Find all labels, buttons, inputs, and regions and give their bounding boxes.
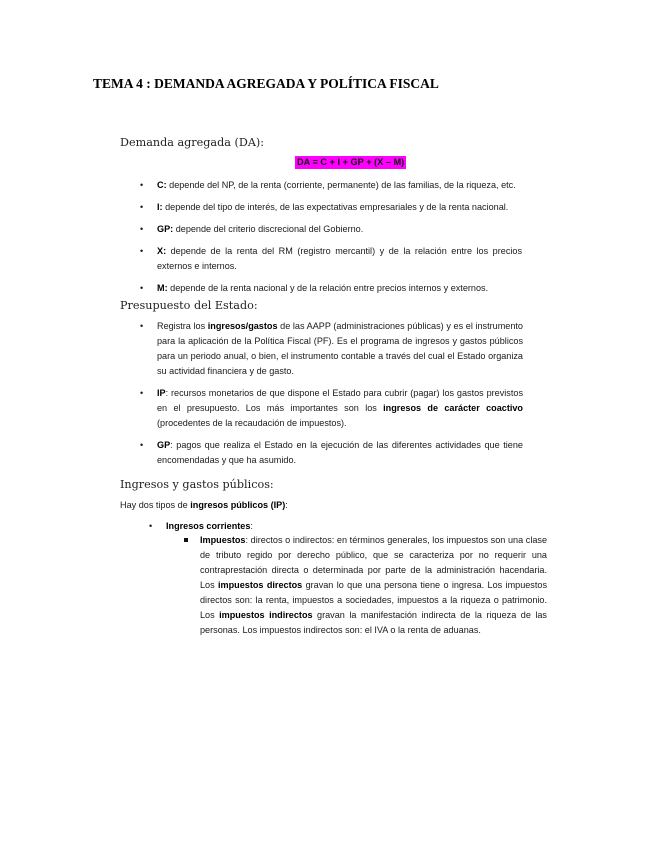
bold-text: IP	[157, 388, 166, 398]
bold-text: M:	[157, 283, 168, 293]
list-item	[140, 222, 522, 237]
list-item	[149, 519, 526, 534]
text: :	[250, 521, 253, 531]
text: Registra los	[157, 321, 208, 331]
text: : directos o indirectos: en términos generales, los impuestos son una clase de tributo regido por derecho público, que se caracteriza por no requerir una contraprestación directa o determinada por parte de la administración hacendaria. Los	[200, 535, 547, 590]
bold-text: Ingresos corrientes	[166, 521, 251, 531]
bullet-icon: •	[140, 202, 144, 212]
bold-text: impuestos indirectos	[219, 610, 313, 620]
text: depende del NP, de la renta (corriente, permanente) de las familias, de la riqueza, etc.	[166, 180, 516, 190]
budget-list	[140, 319, 523, 475]
text: :	[285, 500, 288, 510]
document-title: TEMA 4 : DEMANDA AGREGADA Y POLÍTICA FISCAL	[93, 76, 439, 91]
bold-text: ingresos públicos (IP)	[190, 500, 286, 510]
heading-ingresos-gastos: Ingresos y gastos públicos:	[120, 478, 274, 491]
list-item	[140, 438, 523, 468]
bullet-icon: •	[140, 440, 144, 450]
bold-text: impuestos directos	[218, 580, 303, 590]
bold-text: I:	[157, 202, 163, 212]
bullet-icon: •	[140, 388, 144, 398]
bold-text: GP:	[157, 224, 174, 234]
list-item	[140, 386, 523, 431]
heading-demanda-agregada: Demanda agregada (DA):	[120, 136, 265, 149]
bold-text: ingresos/gastos	[207, 321, 278, 331]
intro-paragraph	[120, 498, 288, 513]
list-item	[140, 244, 522, 274]
formula-highlight: DA = C + I + GP + (X – M)	[297, 157, 405, 167]
text: (procedentes de la recaudación de impuestos).	[157, 418, 347, 428]
bullet-icon: •	[149, 521, 153, 531]
text: gravan la manifestación indirecta de la riqueza de las personas. Los impuestos indirectos son: el IVA o la renta de aduanas.	[200, 610, 547, 635]
bold-text: Impuestos	[200, 535, 246, 545]
list-item	[140, 178, 522, 193]
text: : recursos monetarios de que dispone el Estado para cubrir (pagar) los gastos previstos en el presupuesto. Los más importantes son los	[157, 388, 523, 413]
text: depende de la renta nacional y de la relación entre precios internos y externos.	[167, 283, 489, 293]
bold-text: ingresos de carácter coactivo	[383, 403, 523, 413]
text: gravan lo que una persona tiene o ingresa. Los impuestos directos son: la renta, impuestos a sociedades, impuestos a la riqueza o patrimonio. Los	[200, 580, 547, 620]
text: : pagos que realiza el Estado en la ejecución de las diferentes actividades que tiene encomendadas y que ha asumido.	[157, 440, 523, 465]
text: depende del tipo de interés, de las expectativas empresariales y de la renta nacional.	[162, 202, 509, 212]
demand-components-list	[140, 178, 522, 303]
list-item	[140, 281, 522, 296]
bullet-icon: •	[140, 224, 144, 234]
square-bullet-icon	[184, 538, 188, 542]
bold-text: X:	[157, 246, 167, 256]
list-item	[140, 200, 522, 215]
bullet-icon: •	[140, 283, 144, 293]
list-item	[200, 533, 547, 638]
text: Hay dos tipos de	[120, 500, 191, 510]
level2-list	[200, 533, 547, 645]
bullet-icon: •	[140, 180, 144, 190]
text: de las AAPP (administraciones públicas) y es el instrumento para la aplicación de la Política Fiscal (PF). Es el programa de ingresos y gastos públicos para un periodo anual, o bien, el instrumento contable a través del cual el Estado organiza su actividad financiera y de gasto.	[157, 321, 523, 376]
text: depende de la renta del RM (registro mercantil) y de la relación entre los precios externos e internos.	[157, 246, 522, 271]
bold-text: C:	[157, 180, 167, 190]
bullet-icon: •	[140, 321, 144, 331]
bold-text: GP	[157, 440, 171, 450]
text: depende del criterio discrecional del Gobierno.	[173, 224, 364, 234]
list-item	[140, 319, 523, 379]
bullet-icon: •	[140, 246, 144, 256]
heading-presupuesto: Presupuesto del Estado:	[120, 299, 258, 312]
